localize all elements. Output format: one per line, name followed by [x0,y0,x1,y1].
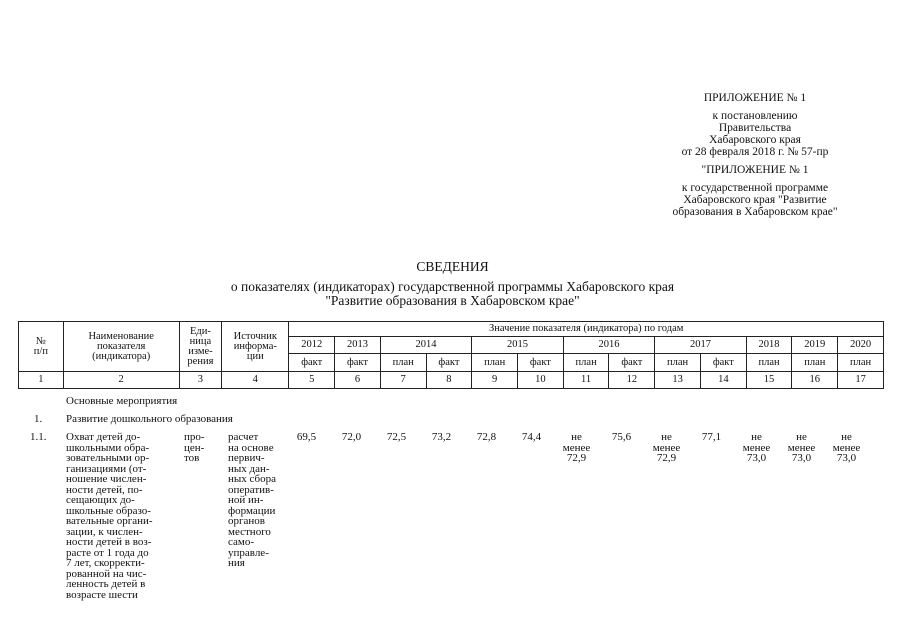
column-number: 6 [335,372,381,389]
subheader: факт [335,354,381,372]
value-cell: 75,6 [611,431,632,443]
column-number: 13 [655,372,701,389]
appendix-line: от 28 февраля 2018 г. № 57-пр [681,146,829,158]
value-cell: 69,5 [296,431,317,443]
appendix-line: к государственной программе [681,182,829,194]
title-heading: СВЕДЕНИЯ [416,259,489,274]
col-header-name: Наименование показателя (индикатора) [63,322,179,372]
subheader: факт [426,354,472,372]
column-number: 5 [289,372,335,389]
column-number: 8 [426,372,472,389]
value-cell: не менее 73,0 [832,431,861,464]
row-number: 1.1. [30,431,47,443]
subheader: факт [700,354,746,372]
section-number: 1. [34,413,43,425]
title-line: о показателях (индикаторах) государственной программы Хабаровского края [230,279,675,294]
year-header: 2016 [563,337,654,354]
subheader: план [563,354,609,372]
subheader: план [792,354,838,372]
value-cell: не менее 73,0 [742,431,771,464]
appendix-line: Правительства [718,122,792,134]
column-number: 14 [700,372,746,389]
year-header: 2017 [655,337,746,354]
year-header: 2014 [380,337,471,354]
value-cell: 72,8 [476,431,497,443]
column-number: 12 [609,372,655,389]
title-line: "Развитие образования в Хабаровском крае" [325,293,580,308]
col-header-unit: Еди- ница изме- рения [179,322,222,372]
column-number: 4 [222,372,289,389]
indicator-unit: про- цен- тов [184,431,205,464]
document-title [0,260,905,308]
appendix-line: "ПРИЛОЖЕНИЕ № 1 [701,164,809,176]
year-header: 2018 [746,337,792,354]
column-number: 3 [179,372,222,389]
col-header-values-group: Значение показателя (индикатора) по годам [289,322,884,337]
column-number: 11 [563,372,609,389]
value-cell: не менее 72,9 [652,431,681,464]
appendix-block [630,92,880,218]
value-cell: не менее 73,0 [787,431,816,464]
subheader: план [472,354,518,372]
appendix-line: образования в Хабаровском крае" [672,206,838,218]
value-cell: 74,4 [521,431,542,443]
subheader: факт [518,354,564,372]
appendix-line: ПРИЛОЖЕНИЕ № 1 [703,92,807,104]
column-number: 10 [518,372,564,389]
column-number: 17 [838,372,884,389]
subheader: факт [609,354,655,372]
col-header-num: № п/п [19,322,64,372]
column-number: 2 [63,372,179,389]
subheader: план [655,354,701,372]
year-header: 2020 [838,337,884,354]
subheader: план [380,354,426,372]
subheader: план [746,354,792,372]
subheader: план [838,354,884,372]
appendix-line: к постановлению [712,110,798,122]
column-number: 1 [19,372,64,389]
column-number: 7 [380,372,426,389]
value-cell: не менее 72,9 [562,431,591,464]
value-cell: 72,5 [386,431,407,443]
column-number: 9 [472,372,518,389]
column-number: 15 [746,372,792,389]
appendix-line: Хабаровского края [709,134,801,146]
indicators-table-header [18,321,884,389]
value-cell: 72,0 [341,431,362,443]
section-title: Развитие дошкольного образования [66,413,233,425]
indicator-source: расчет на основе первич- ных дан- ных сбора оператив- ной ин- формации органов местного само- управле- ния [228,431,277,569]
col-header-source: Источник информа- ции [222,322,289,372]
indicator-name: Охват детей до- школьными обра- зовательными ор- ганизациями (от- ношение числен- ности детей, по- сещающих до- школьные образо- вательные органи- зации, к числен- ности детей в воз- расте от 1 года до 7 лет, скорректи- рованной на чис- ленность детей в возрасте шести [66,431,153,601]
subheader: факт [289,354,335,372]
year-header: 2012 [289,337,335,354]
appendix-line: Хабаровского края "Развитие [683,194,827,206]
value-cell: 77,1 [701,431,722,443]
section-label-main-measures: Основные мероприятия [66,395,178,407]
year-header: 2015 [472,337,563,354]
year-header: 2019 [792,337,838,354]
year-header: 2013 [335,337,381,354]
value-cell: 73,2 [431,431,452,443]
column-number: 16 [792,372,838,389]
